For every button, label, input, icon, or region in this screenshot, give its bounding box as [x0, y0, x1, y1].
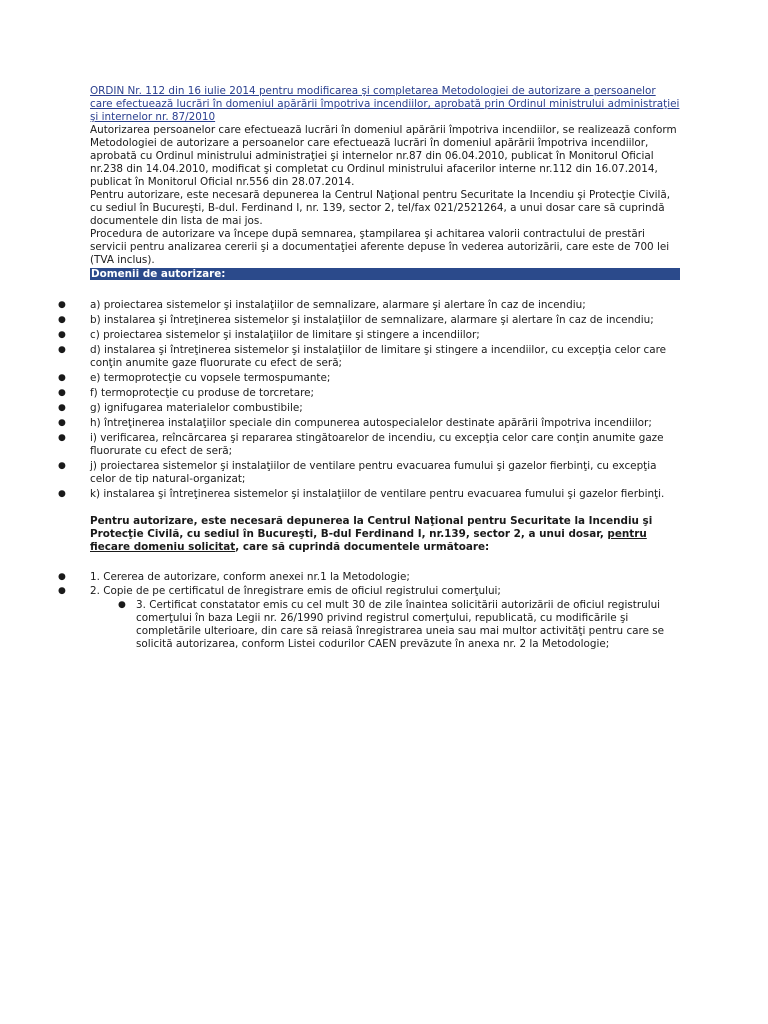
intro-paragraph-2: Pentru autorizare, este necesară depunerea la Centrul Naţional pentru Securitate la Incendiu şi Protecţie Civilă, cu sediul în Bucureşti, B-dul. Ferdinand I, nr. 139, sector 2, tel/fax 021/2521264, a unui dosar care să cuprindă documentele din lista de mai jos. [90, 189, 671, 227]
bullet-icon: ● [58, 461, 66, 471]
list-item-text: 2. Copie de pe certificatul de înregistrare emis de oficiul registrului comerţului; [90, 585, 501, 597]
list-item [58, 372, 680, 385]
dossier-text-start: Pentru autorizare, este necesară depunerea la Centrul Naţional pentru Securitate la Incendiu şi Protecţie Civilă, cu sediul în Bucureşti, B-dul Ferdinand I, nr.139, sector 2, a unui dosar, [90, 515, 653, 540]
bullet-icon: ● [58, 388, 66, 398]
bullet-icon: ● [58, 489, 66, 499]
bullet-icon: ● [58, 433, 66, 443]
list-item [58, 432, 680, 458]
list-item [58, 460, 680, 486]
order-title-link[interactable]: ORDIN Nr. 112 din 16 iulie 2014 pentru modificarea şi completarea Metodologiei de autorizare a persoanelor care efectuează lucrări în domeniul apărării împotriva incendiilor, aprobată prin Ordinul ministrului administraţiei şi internelor nr. 87/2010 [90, 85, 680, 123]
bullet-icon: ● [118, 600, 126, 610]
list-item [58, 417, 680, 430]
list-item [58, 344, 680, 370]
bullet-icon: ● [58, 373, 66, 383]
document-content [58, 85, 680, 651]
dossier-text-end: , care să cuprindă documentele următoare: [235, 541, 490, 553]
list-item-text: h) întreţinerea instalaţiilor speciale din compunerea autospecialelor destinate apărării împotriva incendiilor; [90, 417, 652, 429]
list-item-text: k) instalarea şi întreţinerea sistemelor şi instalaţiilor de ventilare pentru evacuarea fumului şi gazelor fierbinţi. [90, 488, 665, 500]
bullet-icon: ● [58, 586, 66, 596]
bullet-icon: ● [58, 315, 66, 325]
list-item-text: a) proiectarea sistemelor şi instalaţiilor de semnalizare, alarmare şi alertare în caz de incendiu; [90, 299, 586, 311]
bullet-icon: ● [58, 572, 66, 582]
intro-paragraph-1: Autorizarea persoanelor care efectuează lucrări în domeniul apărării împotriva incendiilor, se realizează conform Metodologiei de autorizare a persoanelor care efectuează lucrări în domeniul apărării împotriva incendiilor, aprobată cu Ordinul ministrului administraţiei şi internelor nr.87 din 06.04.2010, publicat în Monitorul Oficial nr.238 din 14.04.2010, modificat şi completat cu Ordinul ministrului afacerilor interne nr.112 din 16.07.2014, publicat în Monitorul Oficial nr.556 din 28.07.2014. [90, 124, 677, 188]
list-item [58, 329, 680, 342]
dossier-requirements-paragraph [90, 515, 680, 554]
intro-paragraph-3: Procedura de autorizare va începe după semnarea, ştampilarea şi achitarea valorii contractului de prestări servicii pentru analizarea cererii şi a documentaţiei aferente depuse în vederea autorizării, care este de 700 lei (TVA inclus). [90, 228, 670, 266]
list-item-text: e) termoprotecţie cu vopsele termospumante; [90, 372, 331, 384]
bullet-icon: ● [58, 345, 66, 355]
list-item-text: 1. Cererea de autorizare, conform anexei nr.1 la Metodologie; [90, 571, 410, 583]
list-item [58, 585, 680, 598]
documents-list [58, 571, 680, 598]
list-item-text: i) verificarea, reîncărcarea şi repararea stingătoarelor de incendiu, cu excepţia celor care conţin anumite gaze fluorurate cu efect de seră; [90, 432, 664, 457]
domains-list [58, 299, 680, 501]
list-item-text: f) termoprotecţie cu produse de torcretare; [90, 387, 315, 399]
bullet-icon: ● [58, 418, 66, 428]
list-item-text: 3. Certificat constatator emis cu cel mult 30 de zile înaintea solicitării autorizării de oficiul registrului comerţului în baza Legii nr. 26/1990 privind registrul comerţului, republicată, cu modificările şi completările ulterioare, din care să reiasă înregistrarea uneia sau mai multor activităţi pentru care se solicită autorizarea, conform Listei codurilor CAEN prevăzute în anexa nr. 2 la Metodologie; [136, 599, 665, 650]
list-item [58, 387, 680, 400]
section-heading-domains: Domenii de autorizare: [90, 268, 680, 280]
list-item [58, 299, 680, 312]
list-item-text: d) instalarea şi întreţinerea sistemelor şi instalaţiilor de limitare şi stingere a incendiilor, cu excepţia celor care conţin anumite gaze fluorurate cu efect de seră; [90, 344, 667, 369]
list-item-text: g) ignifugarea materialelor combustibile; [90, 402, 303, 414]
list-item-text: b) instalarea şi întreţinerea sistemelor şi instalaţiilor de semnalizare, alarmare şi alertare în caz de incendiu; [90, 314, 654, 326]
list-item [118, 599, 680, 651]
bullet-icon: ● [58, 403, 66, 413]
list-item [58, 488, 680, 501]
sub-documents-list [90, 599, 680, 651]
list-item-text: j) proiectarea sistemelor şi instalaţiilor de ventilare pentru evacuarea fumului şi gazelor fierbinţi, cu excepţia celor de tip natural-organizat; [90, 460, 657, 485]
list-item [58, 571, 680, 584]
bullet-icon: ● [58, 330, 66, 340]
dossier-text-underlined: pentru fiecare domeniu solicitat [90, 528, 647, 553]
list-item [58, 402, 680, 415]
list-item-text: c) proiectarea sistemelor şi instalaţiilor de limitare şi stingere a incendiilor; [90, 329, 480, 341]
bullet-icon: ● [58, 300, 66, 310]
list-item [58, 314, 680, 327]
